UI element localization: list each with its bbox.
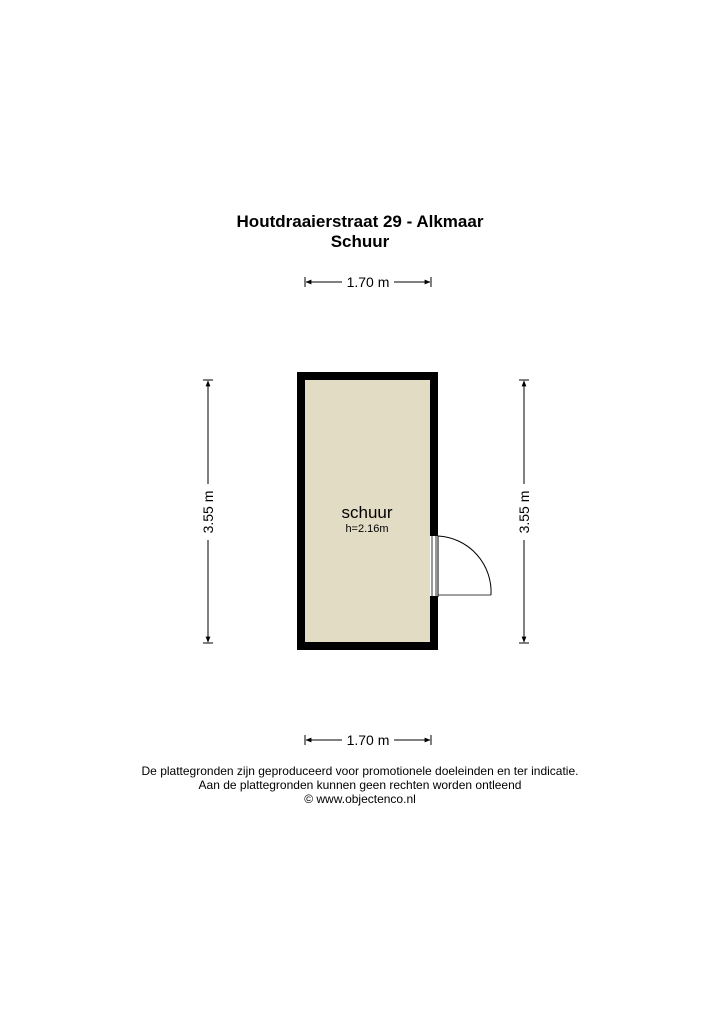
room-name-label: schuur xyxy=(341,503,393,522)
door-jamb xyxy=(430,533,438,536)
plan-title-address: Houtdraaierstraat 29 - Alkmaar xyxy=(236,212,484,231)
plan-title-floor: Schuur xyxy=(330,232,390,251)
bottom-width-label: 1.70 m xyxy=(346,732,390,748)
right-dimension xyxy=(516,380,532,643)
room-height-label: h=2.16m xyxy=(345,523,389,535)
door xyxy=(430,533,491,599)
right-height-label: 3.55 m xyxy=(516,490,532,534)
top-dimension xyxy=(305,274,431,290)
disclaimer-line-2: Aan de plattegronden kunnen geen rechten worden ontleend xyxy=(198,778,522,792)
disclaimer-copyright: © www.objectenco.nl xyxy=(304,792,416,806)
left-height-label: 3.55 m xyxy=(200,490,216,534)
door-swing-arc xyxy=(438,536,491,595)
left-dimension xyxy=(200,380,216,643)
top-width-label: 1.70 m xyxy=(346,274,390,290)
disclaimer-line-1: De plattegronden zijn geproduceerd voor promotionele doeleinden en ter indicatie. xyxy=(141,764,579,778)
door-opening xyxy=(430,535,438,598)
bottom-dimension xyxy=(305,732,431,748)
door-jamb xyxy=(430,596,438,599)
